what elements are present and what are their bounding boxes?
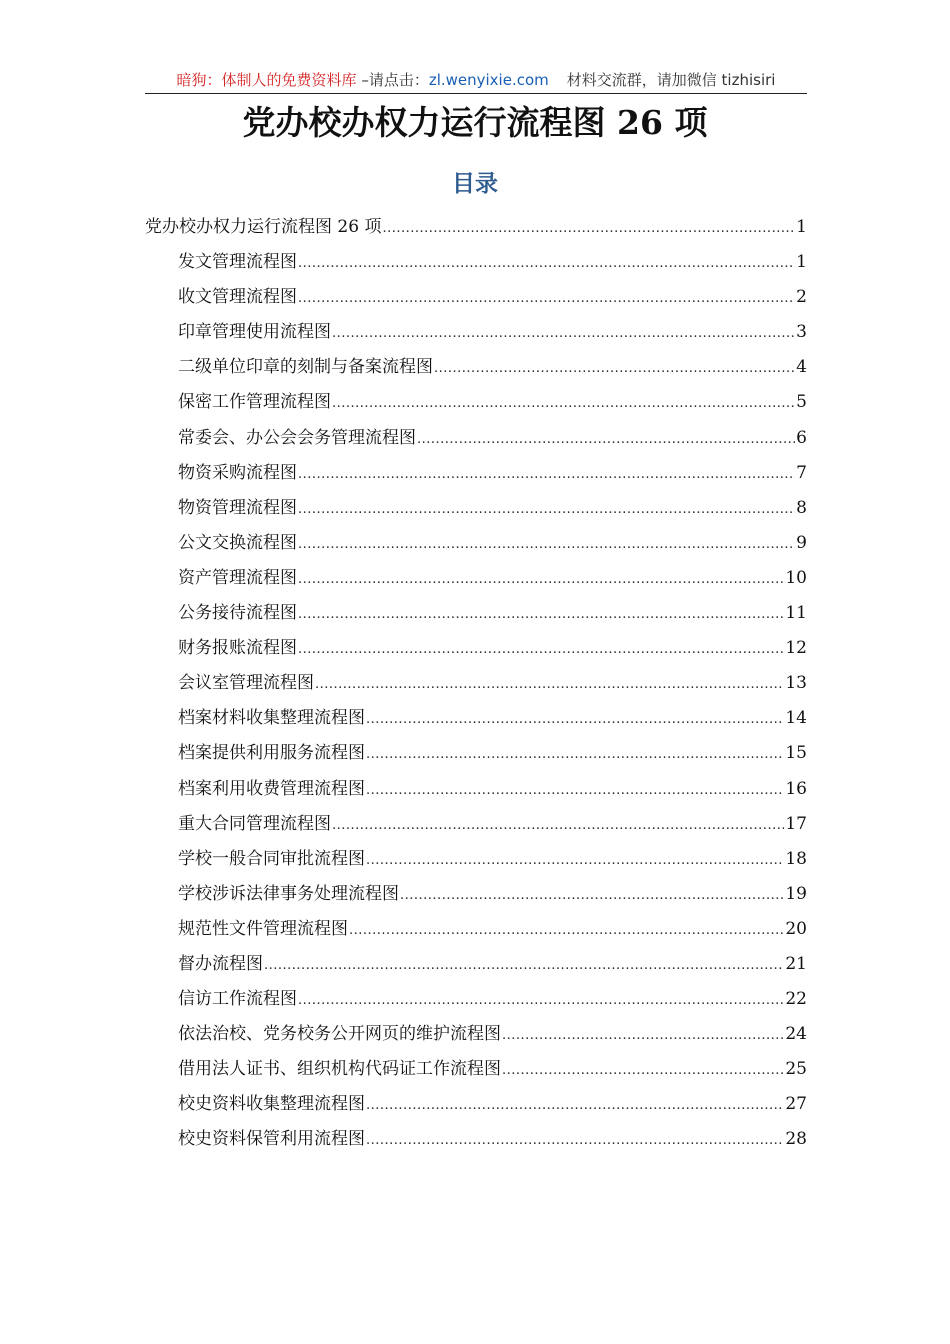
toc-entry-label: 物资采购流程图 [178,462,297,483]
toc-leader-dots [298,457,795,491]
toc-entry-page: 1 [796,217,807,237]
toc-entry[interactable] [145,842,807,877]
toc-entry-page: 10 [785,567,807,588]
toc-entry[interactable] [145,421,807,456]
toc-entry-page: 22 [785,989,807,1010]
toc-leader-dots [298,597,784,631]
toc-entry[interactable] [145,1122,807,1157]
toc-entry-page: 19 [785,883,807,904]
toc-entry-label: 物资管理流程图 [178,497,297,518]
toc-entry-page: 15 [785,743,807,764]
toc-entry-label: 档案提供利用服务流程图 [178,743,365,764]
toc-entry[interactable] [145,526,807,561]
toc-entry-label: 学校一般合同审批流程图 [178,848,365,869]
toc-entry[interactable] [145,982,807,1017]
toc-entry-label: 公文交换流程图 [178,532,297,553]
toc-entry[interactable] [145,772,807,807]
toc-entry-page: 12 [785,638,807,659]
toc-entry-page: 2 [796,287,807,308]
toc-leader-dots [298,632,784,666]
toc-heading: 目录 [452,170,498,197]
toc-entry-label: 校史资料收集整理流程图 [178,1094,365,1115]
page-header [145,68,807,92]
toc-entry[interactable] [145,491,807,526]
toc-entry-page: 13 [785,673,807,694]
toc-entry-page: 11 [785,603,807,624]
toc-leader-dots [366,843,784,877]
toc-entry-label: 规范性文件管理流程图 [178,918,348,939]
toc-entry-page: 14 [785,708,807,729]
toc-entry-label: 校史资料保管利用流程图 [178,1129,365,1150]
toc-entry-page: 1 [796,252,807,273]
toc-leader-dots [298,983,784,1017]
toc-leader-dots [434,351,795,385]
toc-entry-label: 保密工作管理流程图 [178,392,331,413]
toc-leader-dots [400,878,784,912]
toc-entry-label: 档案材料收集整理流程图 [178,708,365,729]
toc-entry[interactable] [145,1017,807,1052]
toc-entry-label: 党办校办权力运行流程图 26 项 [145,217,382,237]
toc-leader-dots [264,948,784,982]
toc-entry-page: 6 [796,427,807,448]
toc-entry-label: 信访工作流程图 [178,989,297,1010]
toc-entry-label: 依法治校、党务校务公开网页的维护流程图 [178,1024,501,1045]
toc-entry-label: 常委会、办公会会务管理流程图 [178,427,416,448]
toc-leader-dots [417,422,795,456]
header-separator: –请点击： [356,71,429,89]
toc-entry[interactable] [145,1087,807,1122]
toc-entry-page: 20 [785,918,807,939]
toc-entry[interactable] [145,245,807,280]
toc-leader-dots [298,281,795,315]
header-contact: 材料交流群，请加微信 tizhisiri [566,71,776,89]
toc-entry-label: 资产管理流程图 [178,567,297,588]
toc-entry[interactable] [145,701,807,736]
header-link[interactable]: zl.wenyixie.com [428,71,549,89]
toc-leader-dots [382,211,795,245]
header-divider [145,93,807,94]
toc-entry-page: 7 [796,462,807,483]
header-brand: 暗狗：体制人的免费资料库 [176,71,357,89]
toc-entry-label: 印章管理使用流程图 [178,322,331,343]
toc-entry-label: 公务接待流程图 [178,603,297,624]
toc-entry[interactable] [145,596,807,631]
toc-entry-label: 档案利用收费管理流程图 [178,778,365,799]
toc-entry[interactable] [145,912,807,947]
toc-leader-dots [502,1018,784,1052]
toc-entry-label: 发文管理流程图 [178,252,297,273]
toc-entry[interactable] [145,877,807,912]
toc-leader-dots [366,737,784,771]
toc-entry-page: 4 [796,357,807,378]
toc-entry[interactable] [145,385,807,420]
toc-entry-page: 9 [796,532,807,553]
toc-leader-dots [366,702,784,736]
toc-entry[interactable] [145,315,807,350]
toc-entry-page: 24 [785,1024,807,1045]
toc-leader-dots [315,667,784,701]
toc-entry[interactable] [145,736,807,771]
toc-leader-dots [349,913,784,947]
toc-leader-dots [332,316,795,350]
toc-entry-page: 21 [785,953,807,974]
toc-leader-dots [366,1123,784,1157]
toc-leader-dots [298,562,784,596]
toc-entry[interactable] [145,947,807,982]
toc-entry-page: 18 [785,848,807,869]
toc-entry-label: 二级单位印章的刻制与备案流程图 [178,357,433,378]
toc-entry-page: 25 [785,1059,807,1080]
toc-entry[interactable] [145,561,807,596]
toc-leader-dots [298,246,795,280]
toc-entry[interactable] [145,631,807,666]
toc-entry-label: 借用法人证书、组织机构代码证工作流程图 [178,1059,501,1080]
toc-entry[interactable] [145,280,807,315]
toc-entry-label: 重大合同管理流程图 [178,813,331,834]
toc-entry-label: 财务报账流程图 [178,638,297,659]
toc-entry-page: 8 [796,497,807,518]
toc-entry-label: 会议室管理流程图 [178,673,314,694]
toc-entry[interactable] [145,350,807,385]
toc-entry[interactable] [145,456,807,491]
toc-entry-label: 学校涉诉法律事务处理流程图 [178,883,399,904]
toc-leader-dots [332,386,795,420]
toc-entry-page: 5 [796,392,807,413]
toc-entry-page: 27 [785,1094,807,1115]
toc-entry-page: 17 [785,813,807,834]
toc-entry-page: 28 [785,1129,807,1150]
toc-leader-dots [366,773,784,807]
toc-leader-dots [298,492,795,526]
toc-leader-dots [366,1088,784,1122]
document-title: 党办校办权力运行流程图 26 项 [242,103,708,142]
toc-entry-page: 16 [785,778,807,799]
toc-leader-dots [298,527,795,561]
toc-leader-dots [502,1053,784,1087]
toc-entry[interactable] [145,666,807,701]
toc-entry-label: 督办流程图 [178,953,263,974]
toc-entry[interactable] [145,210,807,245]
toc-entry[interactable] [145,1052,807,1087]
table-of-contents [145,210,807,1158]
toc-entry[interactable] [145,807,807,842]
toc-entry-page: 3 [796,322,807,343]
toc-leader-dots [332,808,784,842]
toc-entry-label: 收文管理流程图 [178,287,297,308]
